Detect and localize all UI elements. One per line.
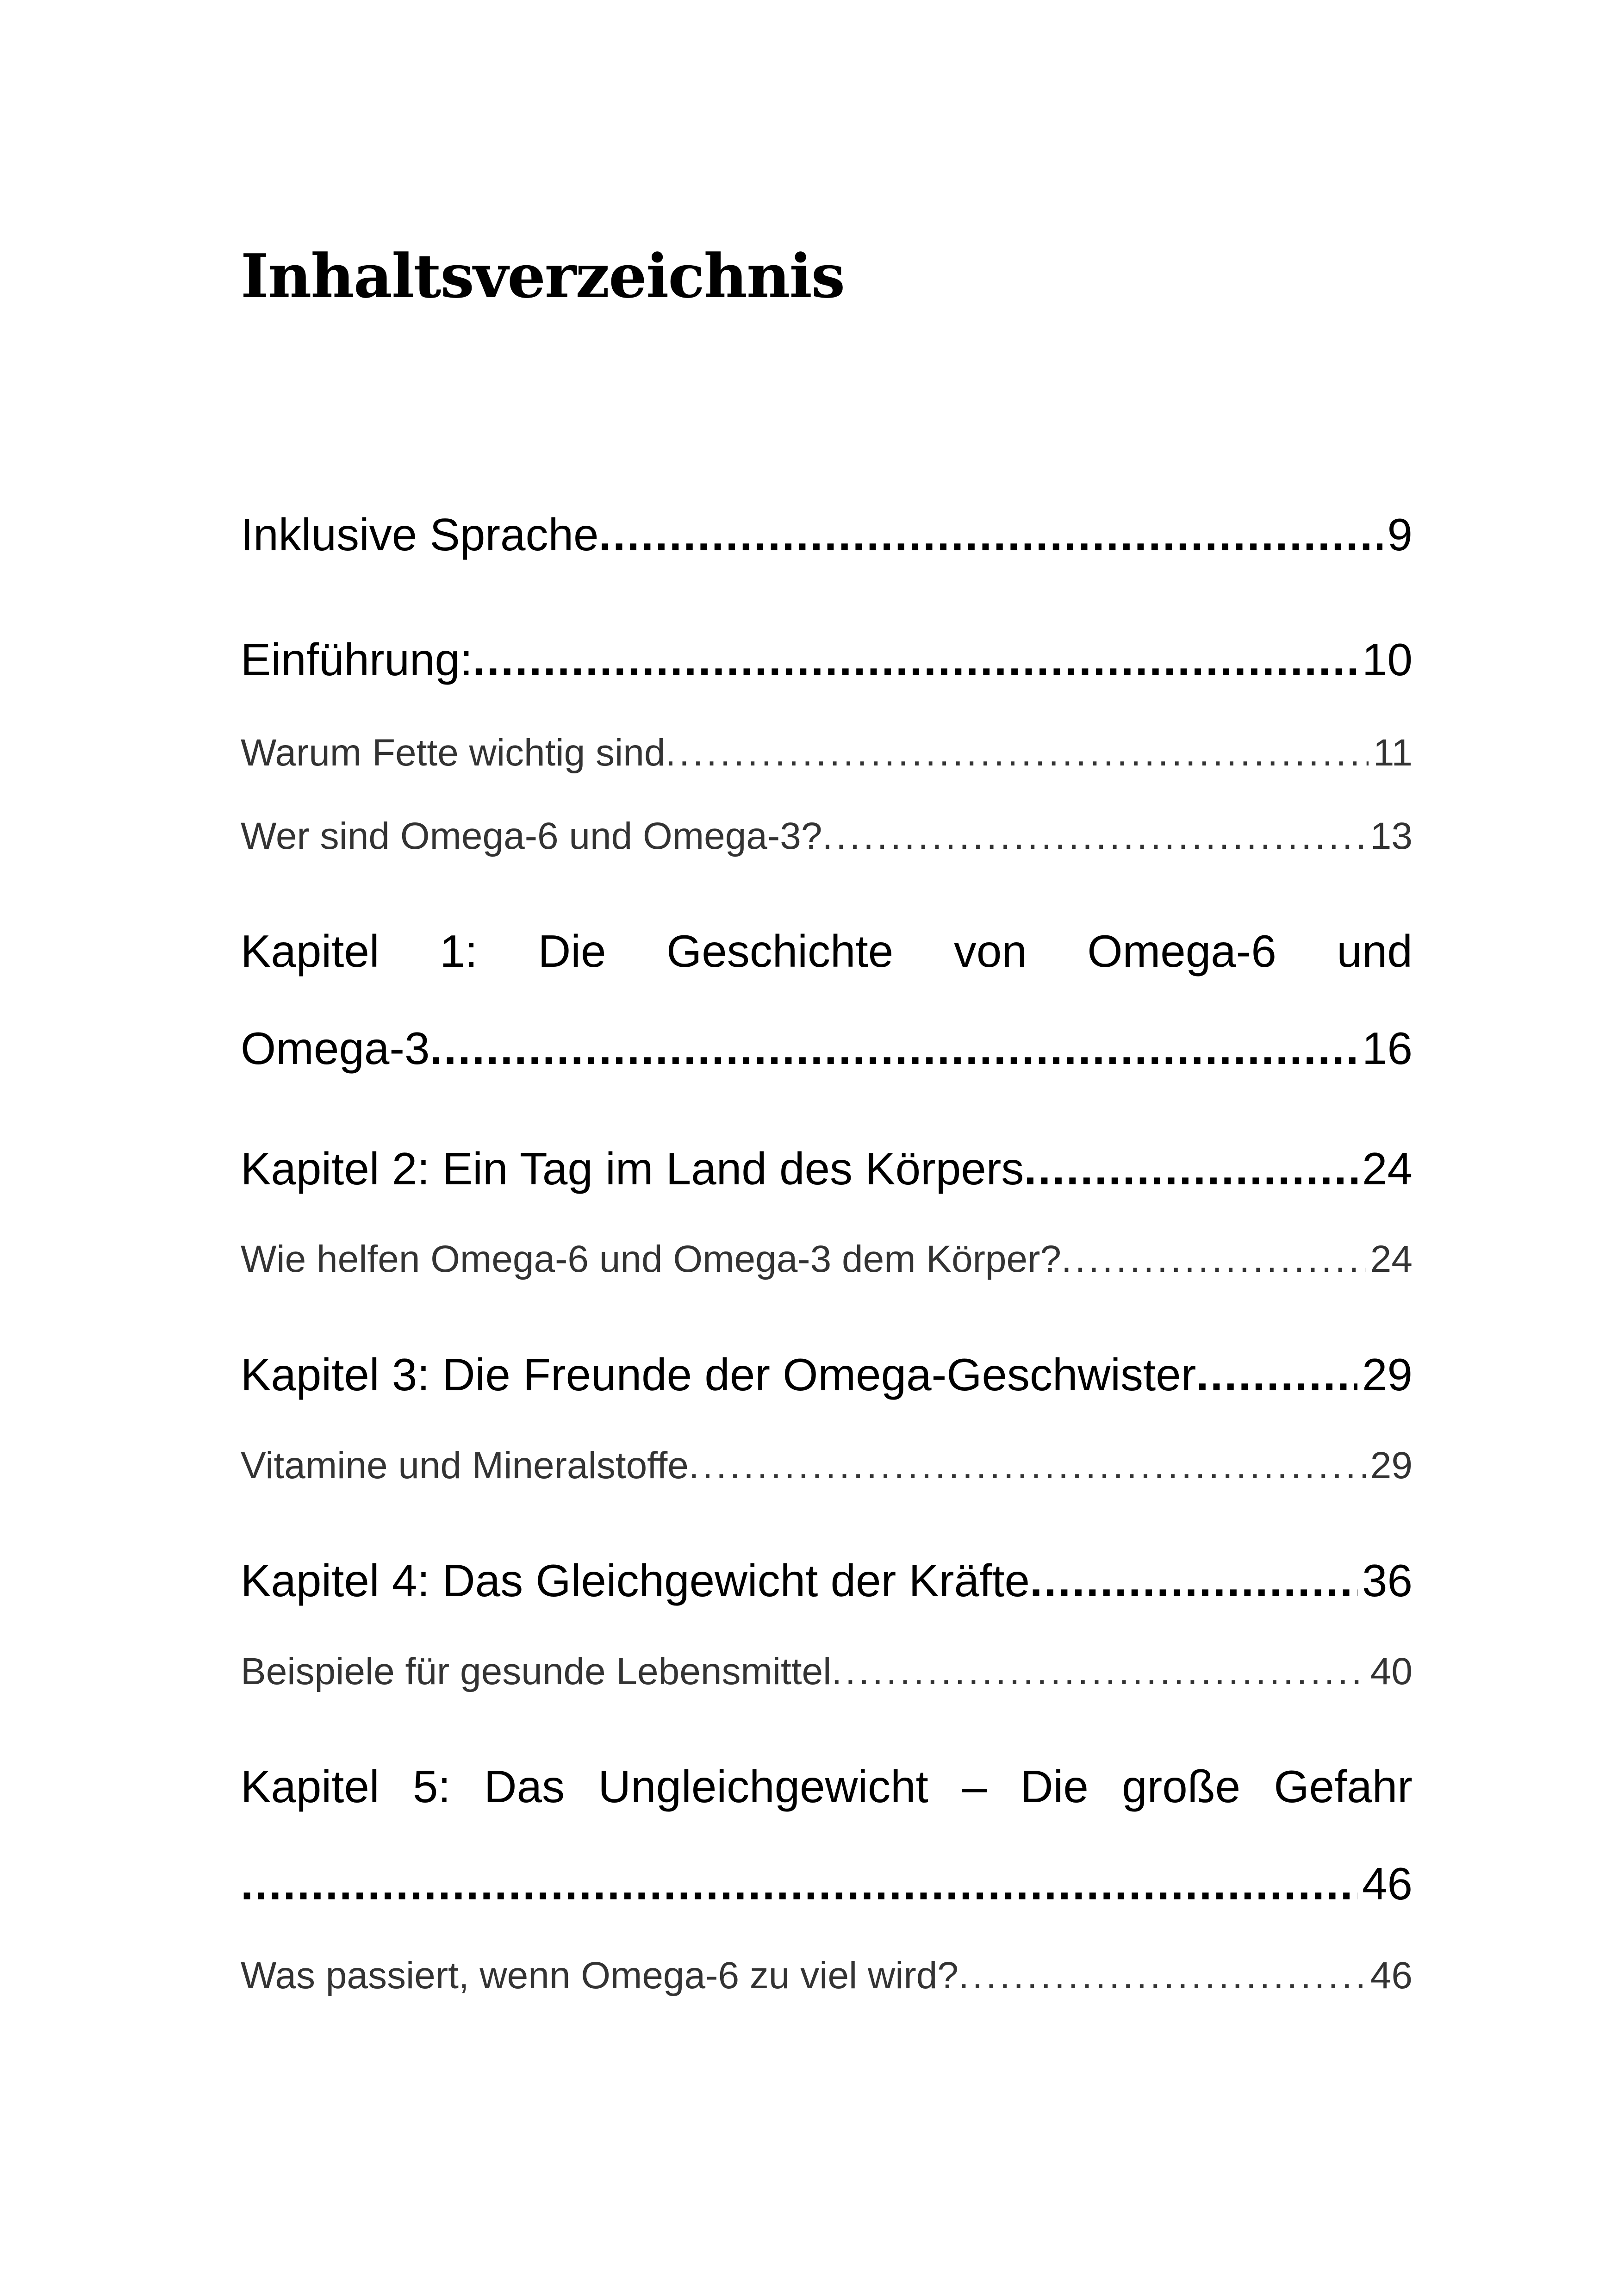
toc-entry-section [241, 1440, 1413, 1491]
toc-entry-chapter [241, 1139, 1413, 1199]
toc-entry-label: Wie helfen Omega-6 und Omega-3 dem Körper? [241, 1238, 1062, 1280]
toc-entry-label: Inklusive Sprache [241, 509, 599, 560]
toc-entry-page: 11 [1373, 732, 1413, 774]
toc-leader-dots [1196, 1344, 1357, 1405]
toc-entry-page: 46 [1370, 1954, 1413, 1997]
toc-entry-chapter [241, 1550, 1413, 1611]
toc-entry-page: 29 [1370, 1444, 1413, 1487]
toc-entry-section [241, 1646, 1413, 1697]
toc-entry-label: Beispiele für gesunde Lebensmittel [241, 1650, 832, 1692]
toc-entry-label: Kapitel 4: Das Gleichgewicht der Kräfte [241, 1555, 1030, 1606]
toc-entry-page: 40 [1370, 1650, 1413, 1692]
toc-entry-label: Kapitel 2: Ein Tag im Land des Körpers [241, 1143, 1024, 1194]
toc-word: große [1122, 1761, 1241, 1812]
toc-entry-chapter [241, 1018, 1413, 1078]
toc-entry-label: Was passiert, wenn Omega-6 zu viel wird? [241, 1954, 958, 1997]
toc-entry-chapter [241, 1344, 1413, 1405]
toc-entry-page: 16 [1362, 1023, 1413, 1074]
toc-entry-label: Einführung: [241, 634, 473, 685]
toc-word: Gefahr [1274, 1761, 1413, 1812]
toc-entry-page: 13 [1370, 815, 1413, 857]
toc-entry-chapter-line1 [241, 1756, 1413, 1817]
toc-entry-label: Kapitel 3: Die Freunde der Omega-Geschwister [241, 1349, 1196, 1400]
toc-word: Geschichte [666, 926, 894, 977]
toc-entry-page: 36 [1362, 1555, 1413, 1606]
toc-leader-dots [1030, 1550, 1357, 1611]
toc-word: von [953, 926, 1027, 977]
toc-word: Omega-6 [1087, 926, 1276, 977]
toc-leader-dots [689, 1440, 1366, 1491]
toc-leader-dots [599, 504, 1383, 565]
toc-leader-dots [1061, 1234, 1366, 1285]
toc-entry-label: Vitamine und Mineralstoffe [241, 1444, 689, 1487]
toc-entry-page: 29 [1362, 1349, 1413, 1400]
toc-leader-dots [473, 629, 1357, 690]
toc-leader-dots [822, 811, 1365, 862]
toc-entry-page: 9 [1387, 509, 1413, 560]
toc-entry-chapter-line1 [241, 921, 1413, 981]
toc-word: – [962, 1761, 987, 1812]
toc-entry-page: 46 [1362, 1858, 1413, 1909]
toc-title: Inhaltsverzeichnis [241, 241, 845, 311]
toc-word: 1: [440, 926, 478, 977]
toc-word: Kapitel [241, 1761, 380, 1812]
toc-entry-chapter [241, 629, 1413, 690]
toc-word: Ungleichgewicht [598, 1761, 928, 1812]
toc-entry-page: 24 [1362, 1143, 1413, 1194]
toc-entry-label: Warum Fette wichtig sind [241, 732, 666, 774]
toc-word: Das [484, 1761, 565, 1812]
toc-entry-label: Omega-3 [241, 1023, 430, 1074]
toc-entry-page: 24 [1370, 1238, 1413, 1280]
toc-leader-dots [831, 1646, 1365, 1697]
toc-entry-label: Wer sind Omega-6 und Omega-3? [241, 815, 822, 857]
toc-entry-section [241, 1234, 1413, 1285]
toc-word: Die [538, 926, 606, 977]
toc-word: Die [1020, 1761, 1089, 1812]
toc-leader-dots [665, 728, 1368, 778]
toc-word: und [1337, 926, 1413, 977]
toc-entry-chapter [241, 504, 1413, 565]
toc-leader-dots [958, 1950, 1366, 2001]
toc-entry-chapter [241, 1854, 1413, 1914]
toc-word: 5: [412, 1761, 451, 1812]
toc-leader-dots [1024, 1139, 1357, 1199]
toc-entry-section [241, 728, 1413, 778]
toc-entry-section [241, 811, 1413, 862]
toc-leader-dots [241, 1854, 1357, 1914]
toc-entry-page: 10 [1362, 634, 1413, 685]
toc-word: Kapitel [241, 926, 380, 977]
toc-entry-section [241, 1950, 1413, 2001]
toc-leader-dots [430, 1018, 1357, 1078]
